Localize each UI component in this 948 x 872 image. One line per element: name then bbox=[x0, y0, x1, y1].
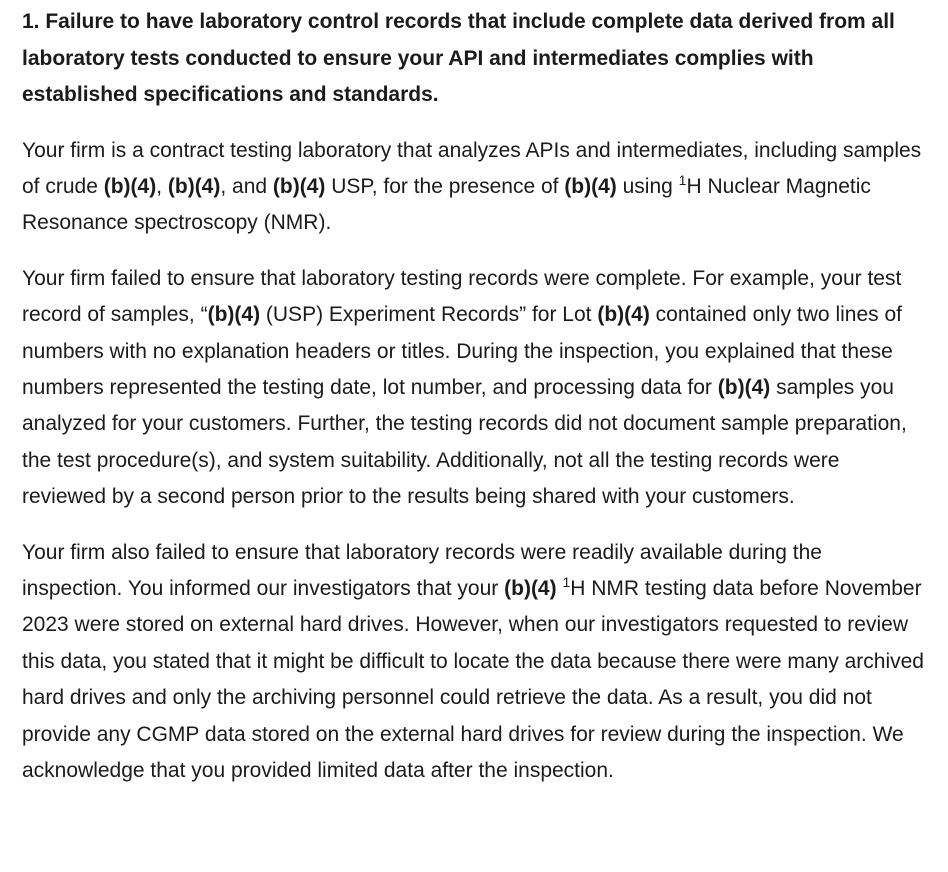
observation-heading: 1. Failure to have laboratory control records that include complete data derived from all laboratory tests conducted to ensure your API and intermediates complies with established specifications and standards. bbox=[22, 10, 895, 106]
redaction-b4: (b)(4) bbox=[504, 576, 557, 600]
text-run: H Nuclear Magnetic Resonance spectroscopy (NMR). bbox=[22, 174, 871, 235]
redaction-b4: (b)(4) bbox=[272, 174, 326, 198]
superscript: 1 bbox=[678, 171, 687, 188]
paragraph-firm-description bbox=[22, 133, 928, 242]
text-run: Your firm is a contract testing laboratory that analyzes APIs and intermediates, including samples of crude bbox=[22, 138, 922, 198]
text-run: H NMR testing data before November 2023 were stored on external hard drives. However, when our investigators requested to review this data, you stated that it might be difficult to locate the data because there were many archived hard drives and only the archiving personnel could retrieve the data. As a result, you did not provide any CGMP data stored on the external hard drives for review during the inspection. We acknowledge that you provided limited data after the inspection. bbox=[22, 576, 924, 782]
paragraph-unavailable-records bbox=[22, 535, 928, 790]
redaction-b4: (b)(4) bbox=[597, 303, 650, 327]
text-run: , and bbox=[220, 174, 273, 198]
redaction-b4: (b)(4) bbox=[207, 303, 261, 327]
paragraph-incomplete-records bbox=[22, 261, 928, 516]
text-run: , bbox=[156, 174, 168, 198]
text-run: USP, for the presence of bbox=[325, 174, 565, 198]
text-run: using bbox=[616, 174, 679, 198]
superscript: 1 bbox=[562, 573, 571, 590]
document-body bbox=[22, 4, 928, 808]
redaction-b4: (b)(4) bbox=[167, 174, 221, 198]
text-run: Your firm also failed to ensure that laboratory records were readily available during the inspection. You informed our investigators that your bbox=[22, 540, 822, 600]
text-run: contained only two lines of numbers with no explanation headers or titles. During the inspection, you explained that these numbers represented the testing date, lot number, and processing data for bbox=[22, 303, 902, 399]
text-run: (USP) Experiment Records” for Lot bbox=[260, 303, 598, 327]
text-run: Your firm failed to ensure that laboratory testing records were complete. For example, your test record of samples, “ bbox=[22, 266, 902, 327]
text-run: samples you analyzed for your customers. Further, the testing records did not document sample preparation, the test procedure(s), and system suitability. Additionally, not all the testing records were reviewed by a second person prior to the results being shared with your customers. bbox=[22, 375, 907, 509]
redaction-b4: (b)(4) bbox=[564, 174, 617, 198]
redaction-b4: (b)(4) bbox=[717, 375, 771, 399]
redaction-b4: (b)(4) bbox=[103, 174, 157, 198]
